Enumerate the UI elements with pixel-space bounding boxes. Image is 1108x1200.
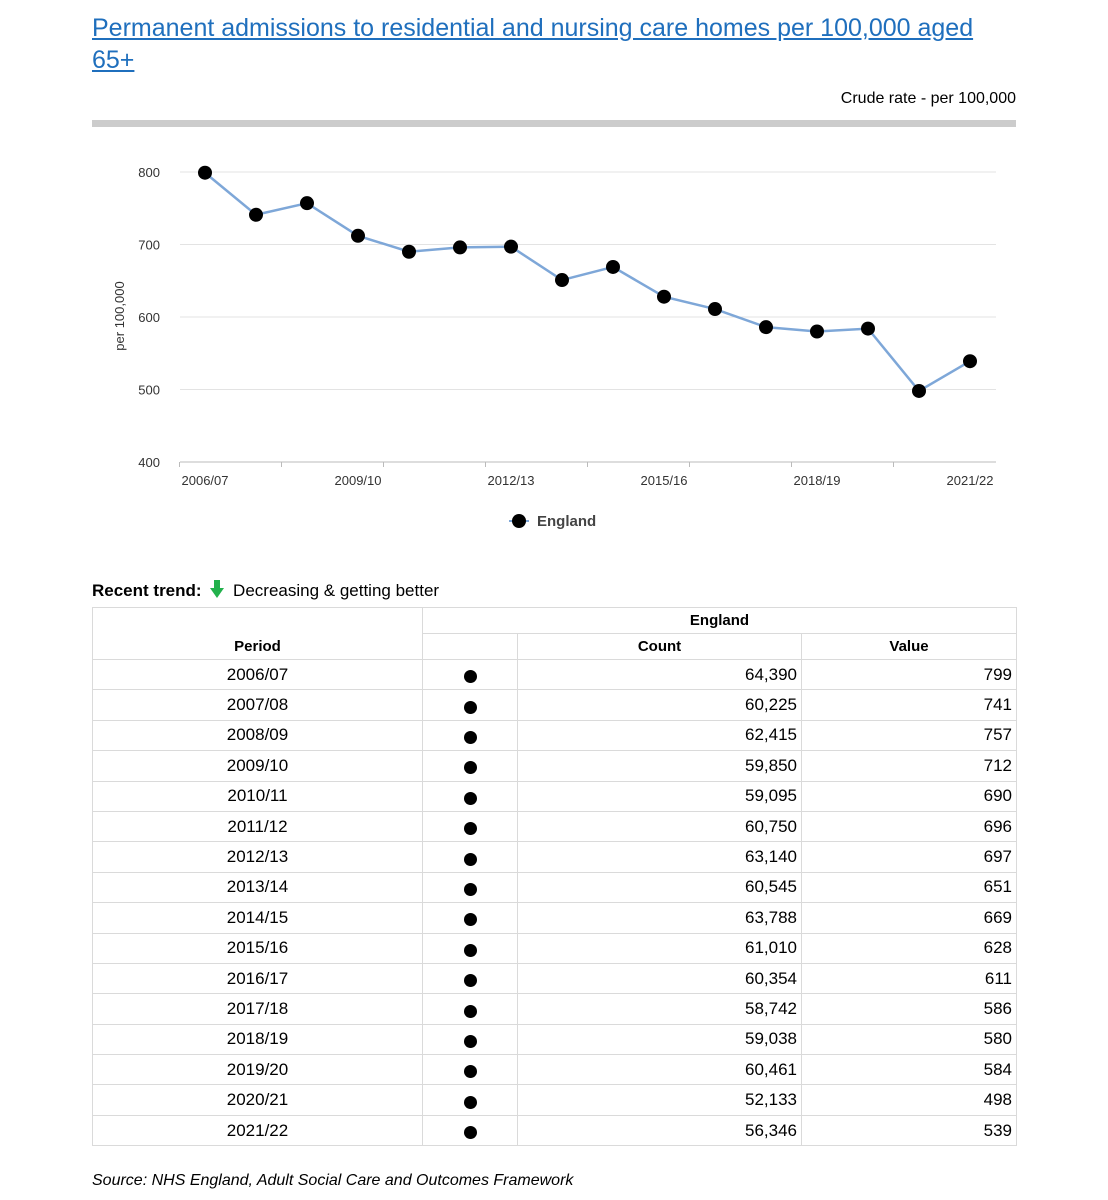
cell-count: 60,225 bbox=[518, 690, 802, 720]
black-dot-icon bbox=[464, 1126, 477, 1139]
cell-count: 59,850 bbox=[518, 751, 802, 781]
black-dot-icon bbox=[464, 1035, 477, 1048]
table-row bbox=[93, 1024, 1017, 1054]
cell-value: 611 bbox=[802, 963, 1017, 993]
x-tick-label: 2021/22 bbox=[946, 473, 994, 488]
data-point[interactable] bbox=[963, 354, 977, 368]
cell-count: 60,750 bbox=[518, 811, 802, 841]
data-point[interactable] bbox=[861, 322, 875, 336]
x-tick-label: 2009/10 bbox=[334, 473, 382, 488]
cell-marker bbox=[423, 903, 518, 933]
cell-value: 498 bbox=[802, 1085, 1017, 1115]
data-point[interactable] bbox=[759, 320, 773, 334]
trend-label: Recent trend: bbox=[92, 581, 202, 600]
table-row bbox=[93, 811, 1017, 841]
cell-marker bbox=[423, 660, 518, 690]
cell-value: 669 bbox=[802, 903, 1017, 933]
series-line-england bbox=[205, 173, 970, 391]
table-header-blank bbox=[93, 608, 423, 634]
cell-marker bbox=[423, 690, 518, 720]
cell-marker bbox=[423, 842, 518, 872]
cell-period: 2011/12 bbox=[93, 811, 423, 841]
table-row bbox=[93, 872, 1017, 902]
data-point[interactable] bbox=[504, 240, 518, 254]
cell-value: 580 bbox=[802, 1024, 1017, 1054]
chart-series bbox=[198, 166, 977, 398]
table-row bbox=[93, 1115, 1017, 1145]
black-dot-icon bbox=[464, 913, 477, 926]
black-dot-icon bbox=[464, 761, 477, 774]
cell-period: 2020/21 bbox=[93, 1085, 423, 1115]
x-tick-label: 2018/19 bbox=[793, 473, 841, 488]
data-point[interactable] bbox=[351, 229, 365, 243]
black-dot-icon bbox=[464, 792, 477, 805]
cell-period: 2014/15 bbox=[93, 903, 423, 933]
cell-count: 61,010 bbox=[518, 933, 802, 963]
legend-marker-swatch bbox=[512, 514, 526, 528]
cell-period: 2021/22 bbox=[93, 1115, 423, 1145]
cell-marker bbox=[423, 963, 518, 993]
cell-value: 757 bbox=[802, 720, 1017, 750]
cell-period: 2018/19 bbox=[93, 1024, 423, 1054]
cell-count: 63,140 bbox=[518, 842, 802, 872]
source-note: Source: NHS England, Adult Social Care and Outcomes Framework bbox=[92, 1172, 574, 1189]
cell-period: 2015/16 bbox=[93, 933, 423, 963]
black-dot-icon bbox=[464, 1065, 477, 1078]
y-tick-label: 500 bbox=[138, 382, 160, 398]
data-point[interactable] bbox=[300, 196, 314, 210]
divider-bar bbox=[92, 120, 1016, 127]
table-row bbox=[93, 781, 1017, 811]
cell-count: 58,742 bbox=[518, 994, 802, 1024]
x-tick-label: 2012/13 bbox=[487, 473, 535, 488]
recent-trend bbox=[92, 579, 439, 603]
data-point[interactable] bbox=[402, 245, 416, 259]
down-arrow-icon bbox=[210, 580, 224, 598]
data-point[interactable] bbox=[555, 273, 569, 287]
y-tick-label: 600 bbox=[138, 310, 160, 325]
cell-marker bbox=[423, 1085, 518, 1115]
black-dot-icon bbox=[464, 670, 477, 683]
column-header-count: Count bbox=[518, 634, 802, 660]
y-tick-label: 400 bbox=[138, 455, 160, 470]
black-dot-icon bbox=[464, 701, 477, 714]
cell-marker bbox=[423, 994, 518, 1024]
data-point[interactable] bbox=[810, 325, 824, 339]
cell-count: 60,545 bbox=[518, 872, 802, 902]
column-header-marker bbox=[423, 634, 518, 660]
table-row bbox=[93, 963, 1017, 993]
data-point[interactable] bbox=[912, 384, 926, 398]
chart-legend[interactable] bbox=[509, 513, 596, 530]
cell-period: 2019/20 bbox=[93, 1055, 423, 1085]
black-dot-icon bbox=[464, 944, 477, 957]
black-dot-icon bbox=[464, 731, 477, 744]
cell-value: 586 bbox=[802, 994, 1017, 1024]
cell-value: 690 bbox=[802, 781, 1017, 811]
y-axis-label: per 100,000 bbox=[112, 281, 127, 351]
cell-marker bbox=[423, 872, 518, 902]
x-tick-label: 2015/16 bbox=[640, 473, 688, 488]
x-axis bbox=[180, 462, 994, 488]
cell-value: 697 bbox=[802, 842, 1017, 872]
table-row bbox=[93, 842, 1017, 872]
cell-marker bbox=[423, 751, 518, 781]
cell-marker bbox=[423, 933, 518, 963]
unit-label: Crude rate - per 100,000 bbox=[840, 90, 1016, 107]
line-chart bbox=[0, 130, 1108, 550]
y-tick-label: 700 bbox=[138, 237, 160, 253]
cell-value: 696 bbox=[802, 811, 1017, 841]
black-dot-icon bbox=[464, 1096, 477, 1109]
data-table bbox=[92, 607, 1017, 1146]
cell-period: 2013/14 bbox=[93, 872, 423, 902]
cell-value: 651 bbox=[802, 872, 1017, 902]
table-row bbox=[93, 660, 1017, 690]
cell-count: 59,038 bbox=[518, 1024, 802, 1054]
black-dot-icon bbox=[464, 1005, 477, 1018]
cell-period: 2016/17 bbox=[93, 963, 423, 993]
cell-value: 799 bbox=[802, 660, 1017, 690]
cell-period: 2017/18 bbox=[93, 994, 423, 1024]
column-header-period: Period bbox=[93, 634, 423, 660]
cell-period: 2006/07 bbox=[93, 660, 423, 690]
y-axis-ticks bbox=[138, 165, 160, 470]
cell-count: 59,095 bbox=[518, 781, 802, 811]
cell-value: 741 bbox=[802, 690, 1017, 720]
black-dot-icon bbox=[464, 883, 477, 896]
table-row bbox=[93, 933, 1017, 963]
table-row bbox=[93, 994, 1017, 1024]
black-dot-icon bbox=[464, 974, 477, 987]
cell-period: 2008/09 bbox=[93, 720, 423, 750]
cell-count: 60,354 bbox=[518, 963, 802, 993]
cell-count: 62,415 bbox=[518, 720, 802, 750]
cell-count: 52,133 bbox=[518, 1085, 802, 1115]
y-tick-label: 800 bbox=[138, 165, 160, 180]
data-point[interactable] bbox=[453, 240, 467, 254]
cell-marker bbox=[423, 720, 518, 750]
chart-grid bbox=[180, 172, 996, 462]
cell-count: 60,461 bbox=[518, 1055, 802, 1085]
column-header-value: Value bbox=[802, 634, 1017, 660]
data-point[interactable] bbox=[657, 290, 671, 304]
cell-marker bbox=[423, 1115, 518, 1145]
cell-value: 628 bbox=[802, 933, 1017, 963]
cell-period: 2009/10 bbox=[93, 751, 423, 781]
legend-label: England bbox=[537, 513, 597, 530]
table-row bbox=[93, 903, 1017, 933]
cell-marker bbox=[423, 811, 518, 841]
table-row bbox=[93, 690, 1017, 720]
data-point[interactable] bbox=[708, 302, 722, 316]
table-row bbox=[93, 1055, 1017, 1085]
cell-period: 2007/08 bbox=[93, 690, 423, 720]
cell-marker bbox=[423, 1055, 518, 1085]
table-row bbox=[93, 1085, 1017, 1115]
cell-count: 56,346 bbox=[518, 1115, 802, 1145]
cell-value: 584 bbox=[802, 1055, 1017, 1085]
x-tick-label: 2006/07 bbox=[181, 473, 229, 488]
table-row bbox=[93, 751, 1017, 781]
cell-period: 2010/11 bbox=[93, 781, 423, 811]
cell-period: 2012/13 bbox=[93, 842, 423, 872]
table-body bbox=[93, 660, 1017, 1146]
table-group-header: England bbox=[423, 608, 1017, 634]
page-title-link[interactable]: Permanent admissions to residential and nursing care homes per 100,000 aged 65+ bbox=[92, 14, 974, 74]
cell-marker bbox=[423, 1024, 518, 1054]
data-point[interactable] bbox=[198, 166, 212, 180]
black-dot-icon bbox=[464, 853, 477, 866]
data-point[interactable] bbox=[249, 208, 263, 222]
data-point[interactable] bbox=[606, 260, 620, 274]
cell-count: 63,788 bbox=[518, 903, 802, 933]
trend-text: Decreasing & getting better bbox=[233, 581, 440, 600]
cell-value: 539 bbox=[802, 1115, 1017, 1145]
cell-value: 712 bbox=[802, 751, 1017, 781]
cell-marker bbox=[423, 781, 518, 811]
cell-count: 64,390 bbox=[518, 660, 802, 690]
table-row bbox=[93, 720, 1017, 750]
black-dot-icon bbox=[464, 822, 477, 835]
